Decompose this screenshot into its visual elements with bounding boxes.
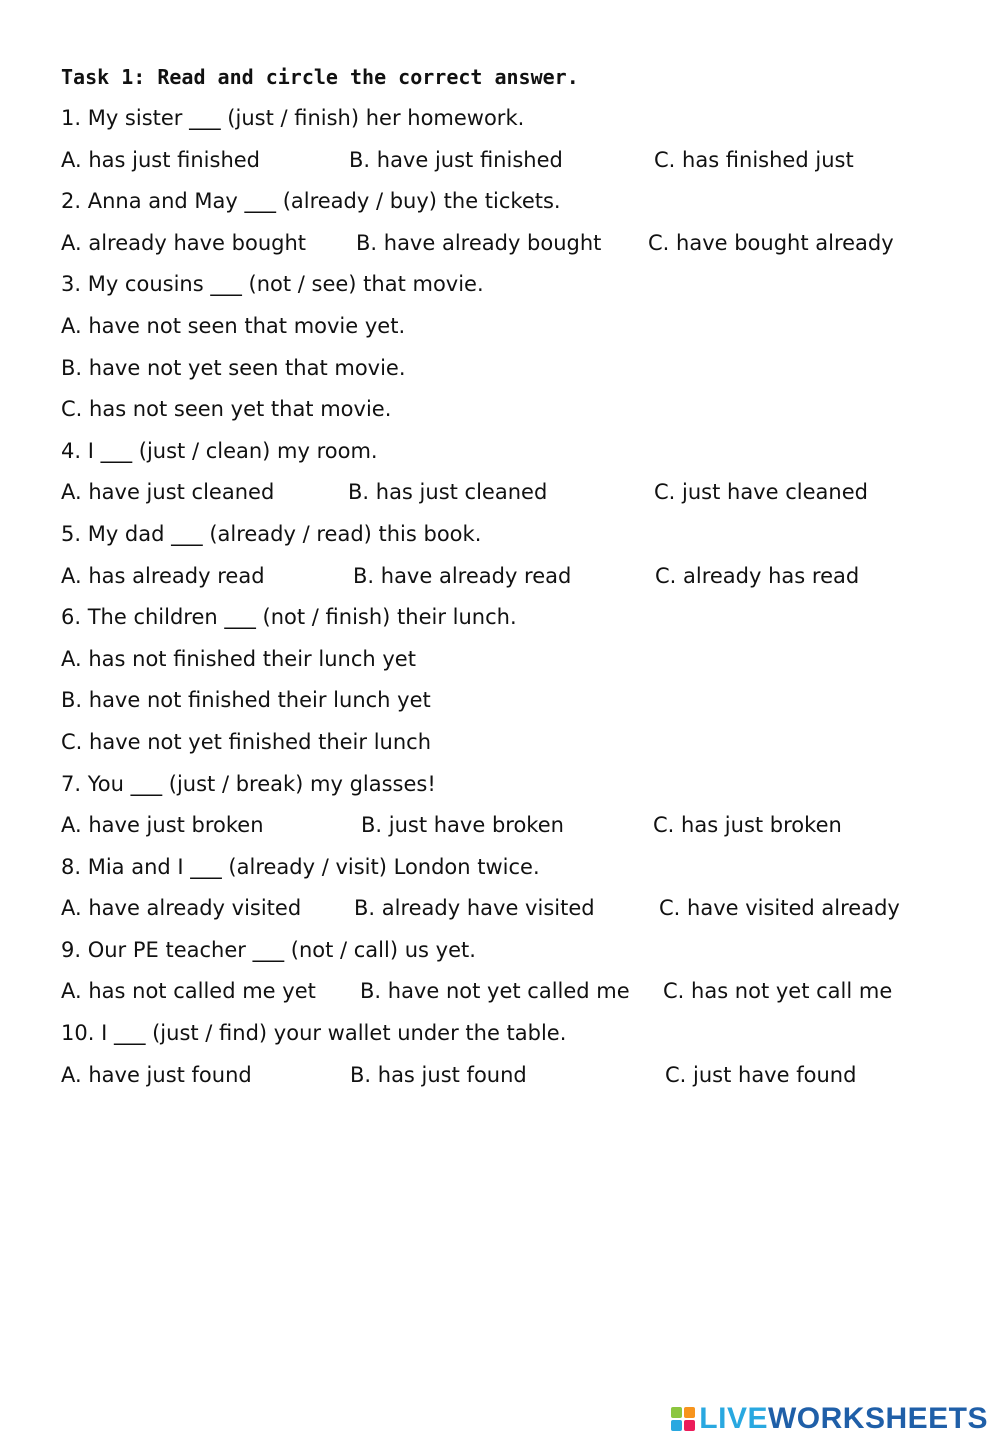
- answer-options-row: [61, 974, 961, 1016]
- brand-prefix: LIVE: [699, 1402, 768, 1435]
- question-prompt: 5. My dad ___ (already / read) this book.: [61, 521, 482, 546]
- question-prompt: 1. My sister ___ (just / finish) her homework.: [61, 106, 525, 130]
- question-list: [61, 101, 961, 1099]
- answer-options-row: [61, 143, 961, 185]
- answer-option-a[interactable]: A. already have bought: [61, 230, 307, 255]
- answer-option-c[interactable]: C. have visited already: [659, 896, 900, 921]
- answer-option-b[interactable]: B. have just finished: [349, 147, 563, 172]
- question-prompt: 6. The children ___ (not / finish) their lunch.: [61, 605, 517, 630]
- answer-option-b[interactable]: B. have not yet called me: [360, 979, 630, 1004]
- logo-square-2: [684, 1407, 695, 1418]
- answer-option-c[interactable]: C. just have cleaned: [654, 480, 868, 505]
- question-prompt: 7. You ___ (just / break) my glasses!: [61, 771, 436, 796]
- answer-option-b[interactable]: B. have not yet seen that movie.: [61, 355, 406, 380]
- answer-option-a[interactable]: A. have just broken: [61, 813, 264, 838]
- worksheet: [61, 60, 961, 1099]
- answer-options-row: [61, 891, 961, 933]
- liveworksheets-logo-icon: [671, 1407, 695, 1431]
- answer-option-b[interactable]: B. has just cleaned: [348, 480, 548, 505]
- answer-options-row: [61, 475, 961, 517]
- answer-option-a[interactable]: A. have not seen that movie yet.: [61, 313, 406, 338]
- task-title: Task 1: Read and circle the correct answer.: [61, 65, 579, 89]
- answer-option-a[interactable]: A. have just cleaned: [61, 480, 275, 505]
- question-prompt: 3. My cousins ___ (not / see) that movie.: [61, 272, 484, 297]
- answer-option-c[interactable]: C. has finished just: [654, 147, 854, 172]
- answer-option-a[interactable]: A. have already visited: [61, 896, 302, 921]
- answer-option-a[interactable]: A. has not finished their lunch yet: [61, 646, 416, 671]
- answer-options-row: [61, 1058, 961, 1100]
- question-prompt: 4. I ___ (just / clean) my room.: [61, 438, 378, 463]
- logo-square-4: [684, 1420, 695, 1431]
- answer-option-c[interactable]: C. just have found: [665, 1062, 857, 1087]
- question-prompt: 2. Anna and May ___ (already / buy) the tickets.: [61, 189, 561, 214]
- answer-option-b[interactable]: B. have already bought: [356, 230, 602, 255]
- answer-options-row: [61, 808, 961, 850]
- answer-option-b[interactable]: B. have already read: [353, 563, 572, 588]
- answer-options-row: [61, 559, 961, 601]
- question-prompt: 8. Mia and I ___ (already / visit) London twice.: [61, 854, 540, 879]
- answer-option-c[interactable]: C. have not yet finished their lunch: [61, 729, 432, 754]
- answer-option-b[interactable]: B. just have broken: [361, 813, 564, 838]
- answer-option-b[interactable]: B. have not finished their lunch yet: [61, 688, 431, 713]
- brand-wordmark: [699, 1402, 988, 1436]
- answer-option-c[interactable]: C. has not seen yet that movie.: [61, 397, 392, 422]
- answer-option-c[interactable]: C. has not yet call me: [663, 979, 893, 1004]
- answer-option-b[interactable]: B. has just found: [350, 1062, 527, 1087]
- answer-option-c[interactable]: C. already has read: [655, 563, 860, 588]
- question-prompt: 10. I ___ (just / find) your wallet under the table.: [61, 1021, 567, 1046]
- logo-square-1: [671, 1407, 682, 1418]
- brand-suffix: WORKSHEETS: [767, 1402, 988, 1435]
- answer-option-a[interactable]: A. has not called me yet: [61, 979, 316, 1004]
- answer-options-row: [61, 226, 961, 268]
- liveworksheets-brand: [671, 1402, 988, 1436]
- answer-option-c[interactable]: C. have bought already: [648, 230, 894, 255]
- logo-square-3: [671, 1420, 682, 1431]
- question-prompt: 9. Our PE teacher ___ (not / call) us yet.: [61, 937, 476, 962]
- answer-option-b[interactable]: B. already have visited: [354, 896, 595, 921]
- answer-option-a[interactable]: A. has just finished: [61, 147, 261, 172]
- answer-option-a[interactable]: A. has already read: [61, 563, 265, 588]
- answer-option-c[interactable]: C. has just broken: [653, 813, 842, 838]
- answer-option-a[interactable]: A. have just found: [61, 1062, 252, 1087]
